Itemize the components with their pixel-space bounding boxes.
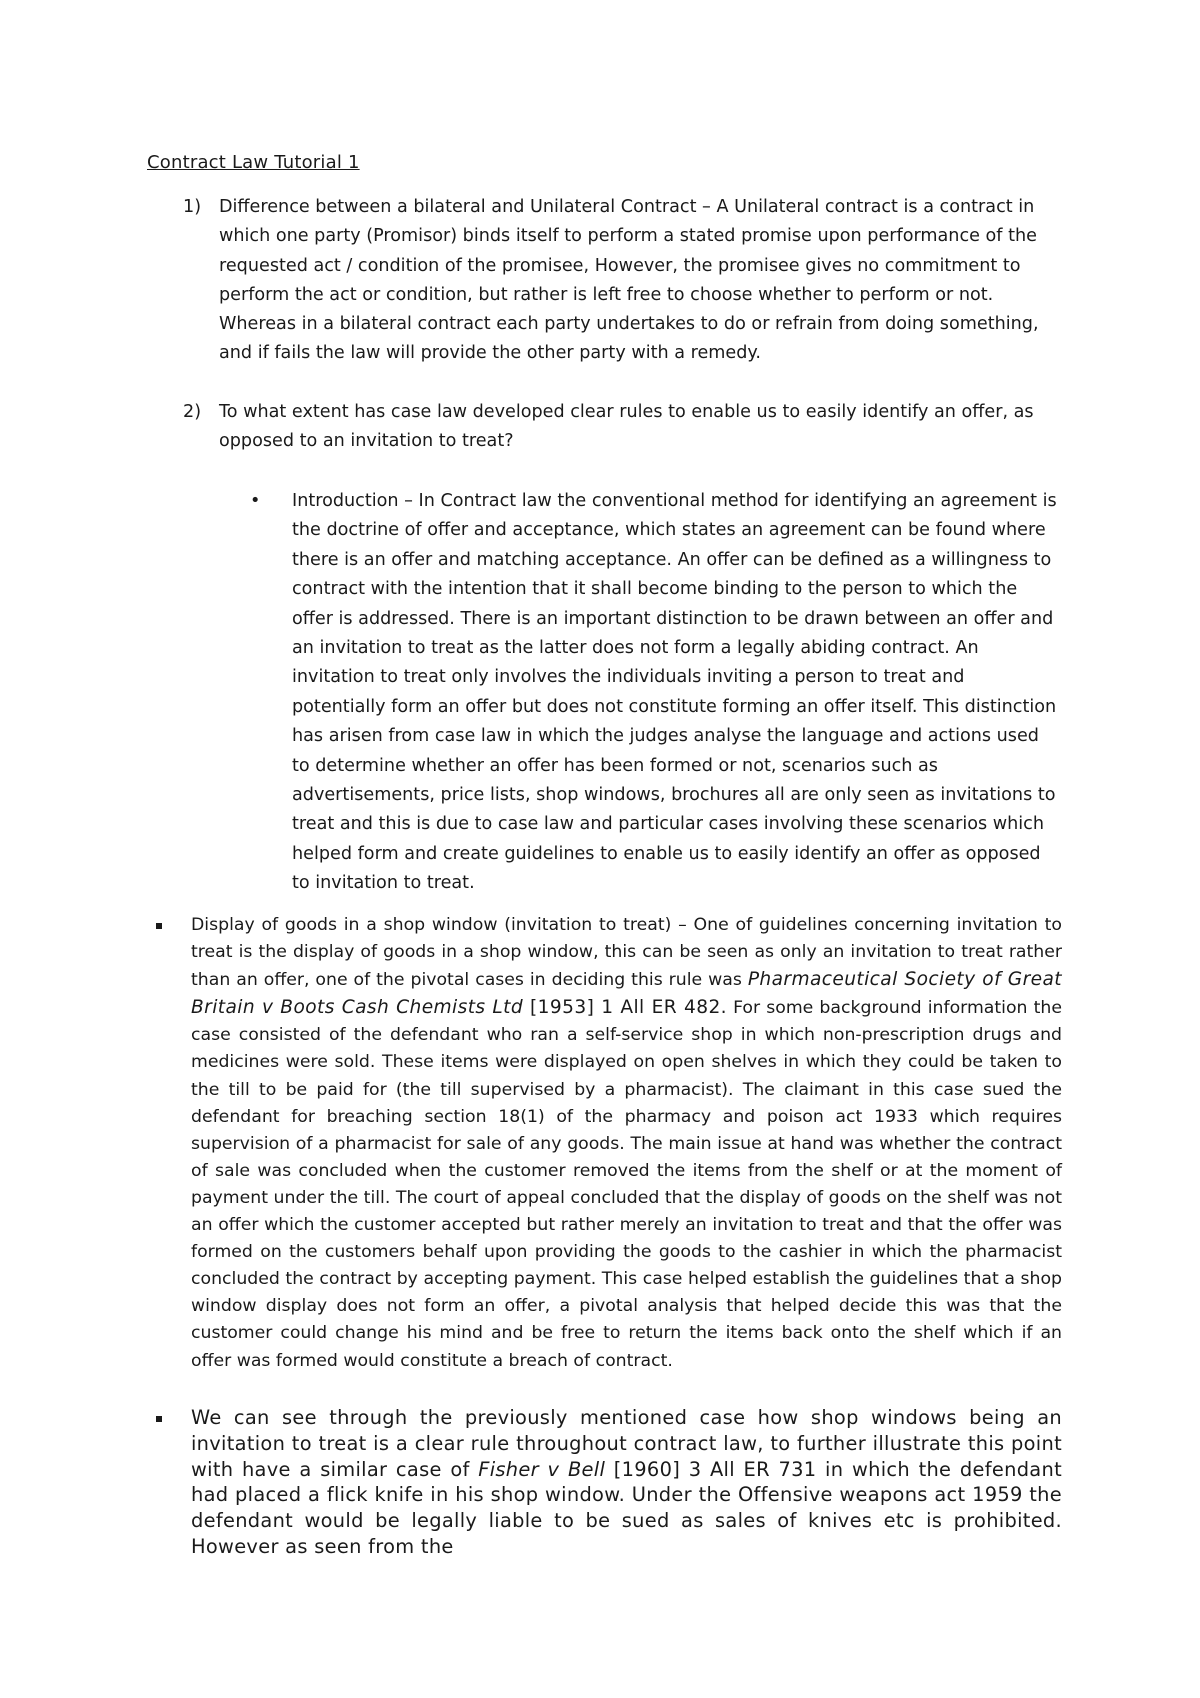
boots-case-citation: [1953] 1 All ER 482. [523, 997, 727, 1019]
boots-case-name: Pharmaceutical Society of Great Britain v Boots Cash Chemists Ltd [191, 969, 1062, 1019]
fisher-text-before: We can see through the previously mentioned case how shop windows being an invitation to treat is a clear rule throughout contract law, to further illustrate this point with have a similar case of [191, 1406, 1062, 1481]
square-bullet-icon [156, 923, 162, 929]
fisher-bullet [150, 1405, 1062, 1560]
question-2-number: 2) [183, 402, 202, 422]
question-1-text: Difference between a bilateral and Unilateral Contract – A Unilateral contract is a contract in which one party (Promisor) binds itself to perform a stated promise upon performance of the requested act / condition of the promisee, However, the promisee gives no commitment to perform the act or condition, but rather is left free to choose whether to perform or not. Whereas in a bilateral contract each party undertakes to do or refrain from doing something, and if fails the law will provide the other party with a remedy. [219, 197, 1039, 364]
introduction-text: Introduction – In Contract law the conventional method for identifying an agreement is the doctrine of offer and acceptance, which states an agreement can be found where there is an offer and matching acceptance. An offer can be defined as a willingness to contract with the intention that it shall become binding to the person to which the offer is addressed. There is an important distinction to be drawn between an offer and an invitation to treat as the latter does not form a legally abiding contract. An invitation to treat only involves the individuals inviting a person to treat and potentially form an offer but does not constitute forming an offer itself. This distinction has arisen from case law in which the judges analyse the language and actions used to determine whether an offer has been formed or not, scenarios such as advertisements, price lists, shop windows, brochures all are only seen as invitations to treat and this is due to case law and particular cases involving these scenarios which helped form and create guidelines to enable us to easily identify an offer as opposed to invitation to treat. [292, 491, 1057, 894]
fisher-text [191, 1405, 1062, 1560]
shop-window-text-before: Display of goods in a shop window (invitation to treat) – One of guidelines concerning invitation to treat is the display of goods in a shop window, this can be seen as only an invitation to treat rather than an offer, one of the pivotal cases in deciding this rule was [191, 915, 1062, 991]
shop-window-text [191, 912, 1062, 1375]
fisher-text-after: [1960] 3 All ER 731 in which the defendant had placed a flick knife in his shop window. Under the Offensive weapons act 1959 the defendant would be legally liable to be sued as sales of knives etc is prohibited. However as seen from the [191, 1457, 1062, 1558]
question-1 [170, 193, 1070, 369]
question-2 [170, 398, 1070, 457]
question-2-text: To what extent has case law developed clear rules to enable us to easily identify an offer, as opposed to an invitation to treat? [219, 402, 1034, 452]
introduction-bullet [250, 487, 1060, 899]
bullet-dot-icon: • [250, 491, 261, 511]
square-bullet-icon [156, 1416, 162, 1422]
shop-window-text-after: For some background information the case consisted of the defendant who ran a self-service shop in which non-prescription drugs and medicines were sold. These items were displayed on open shelves in which they could be taken to the till to be paid for (the till supervised by a pharmacist). The claimant in this case sued the defendant for breaching section 18(1) of the pharmacy and poison act 1933 which requires supervision of a pharmacist for sale of any goods. The main issue at hand was whether the contract of sale was concluded when the customer removed the items from the shelf or at the moment of payment under the till. The court of appeal concluded that the display of goods on the shelf was not an offer which the customer accepted but rather merely an invitation to treat and that the offer was formed on the customers behalf upon providing the goods to the cashier in which the pharmacist concluded the contract by accepting payment. This case helped establish the guidelines that a shop window display does not form an offer, a pivotal analysis that helped decide this was that the customer could change his mind and be free to return the items back onto the shelf which if an offer was formed would constitute a breach of contract. [191, 998, 1062, 1371]
shop-window-bullet [150, 912, 1062, 1375]
question-1-number: 1) [183, 197, 202, 217]
page-title: Contract Law Tutorial 1 [147, 152, 360, 173]
fisher-case-name: Fisher v Bell [478, 1457, 606, 1481]
